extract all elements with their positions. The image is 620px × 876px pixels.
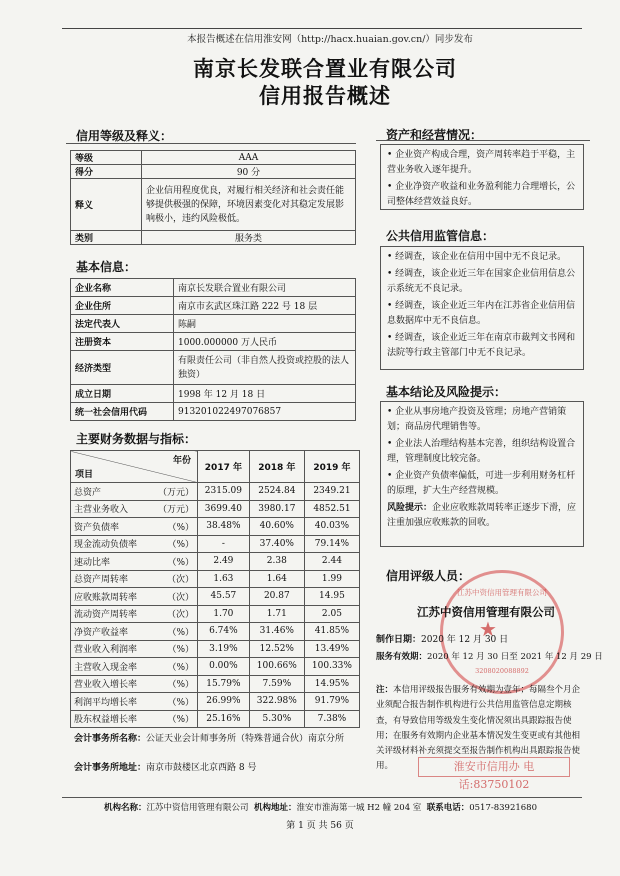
finance-row <box>71 500 360 518</box>
company-name-label: 企业名称 <box>71 279 174 297</box>
finance-item-cell <box>71 640 198 658</box>
conclusion-item: • 企业法人治理结构基本完善，组织结构设置合理，管理制度比较完备。 <box>387 439 576 464</box>
year-2017: 2017 年 <box>198 451 250 483</box>
finance-item-cell <box>71 588 198 606</box>
grade-value: AAA <box>142 151 356 165</box>
year-label: 年份 <box>172 456 191 466</box>
firm-label: 会计事务所名称： <box>74 734 147 744</box>
assets-heading: 资产和经营情况： <box>386 128 483 142</box>
finance-value: 3.19% <box>198 640 250 658</box>
year-2019: 2019 年 <box>304 451 359 483</box>
finance-item-cell <box>71 623 198 641</box>
finance-value: 3699.40 <box>198 500 250 518</box>
finance-item: 股东权益增长率 <box>74 715 138 726</box>
finance-value: 1.63 <box>198 570 250 588</box>
meaning-value: 企业信用程度优良，对履行相关经济和社会责任能够提供极强的保障，环境因素变化对其稳定发展影响极小，违约风险极低。 <box>142 179 356 231</box>
finance-item-cell <box>71 483 198 501</box>
seal-text: 江苏中资信用管理有限公司 <box>457 588 547 597</box>
supervision-item: • 经调查，该企业近三年在国家企业信用信息公示系统无不良记录。 <box>387 269 576 294</box>
finance-unit: （%） <box>167 662 194 673</box>
footer-phone-value: 0517-83921680 <box>469 803 538 813</box>
finance-value: 7.59% <box>249 675 304 693</box>
basic-row <box>71 351 356 385</box>
finance-value: 2.49 <box>198 553 250 571</box>
finance-value: 26.99% <box>198 693 250 711</box>
finance-unit: （次） <box>166 575 194 586</box>
note-text: 本信用评级报告服务有效期为壹年；每隔叁个月企业须配合报告制作机构进行公共信用监管信息定期核查，有导致信用等级发生变化情况须出具跟踪报告使用；在服务有效期内企业基本情况发生变更或有其他相关评级材料补充须提交至报告制作机构出具跟踪报告使用。 <box>376 685 581 772</box>
finance-row <box>71 710 360 728</box>
footer-org-label: 机构名称： <box>104 803 147 813</box>
finance-value: 15.79% <box>198 675 250 693</box>
top-rule <box>62 28 582 29</box>
grade-rule <box>66 143 356 144</box>
finance-header-row <box>71 451 360 483</box>
finance-item-cell <box>71 518 198 536</box>
finance-item-cell <box>71 710 198 728</box>
finance-value: 100.66% <box>249 658 304 676</box>
legal-rep-label: 法定代表人 <box>71 315 174 333</box>
meaning-row <box>71 179 356 231</box>
page-number: 第 1 页 共 56 页 <box>286 821 354 831</box>
category-row <box>71 231 356 245</box>
finance-row <box>71 553 360 571</box>
finance-item: 主营业务收入 <box>74 505 129 516</box>
address-value: 南京市玄武区珠江路 222 号 18 层 <box>174 297 356 315</box>
finance-value: 0.00% <box>198 658 250 676</box>
finance-value: 41.85% <box>304 623 359 641</box>
finance-unit: （%） <box>167 557 194 568</box>
basic-row <box>71 315 356 333</box>
conclusion-item: • 企业从事房地产投资及管理；房地产营销策划；商品房代理销售等。 <box>387 407 567 432</box>
finance-value: 14.95% <box>304 675 359 693</box>
basic-row <box>71 403 356 421</box>
finance-item: 流动资产周转率 <box>74 610 138 621</box>
finance-value: 2315.09 <box>198 483 250 501</box>
basic-row <box>71 279 356 297</box>
grade-heading: 信用等级及释义： <box>76 129 173 143</box>
finance-unit: （次） <box>166 610 194 621</box>
finance-row <box>71 570 360 588</box>
capital-value: 1000.000000 万人民币 <box>174 333 356 351</box>
finance-value: 38.48% <box>198 518 250 536</box>
finance-item: 应收账款周转率 <box>74 592 138 603</box>
finance-row <box>71 658 360 676</box>
basic-row <box>71 297 356 315</box>
founded-value: 1998 年 12 月 18 日 <box>174 385 356 403</box>
address-label-2: 会计事务所地址： <box>74 763 147 773</box>
seal-code: 3208020088892 <box>475 667 529 675</box>
finance-item-cell <box>71 500 198 518</box>
finance-item-cell <box>71 675 198 693</box>
finance-body <box>71 483 360 728</box>
company-name-value: 南京长发联合置业有限公司 <box>174 279 356 297</box>
finance-value: 1.71 <box>249 605 304 623</box>
grade-row <box>71 151 356 165</box>
finance-value: 25.16% <box>198 710 250 728</box>
grade-label: 等级 <box>71 151 142 165</box>
finance-value: 2524.84 <box>249 483 304 501</box>
basic-heading: 基本信息： <box>76 260 137 274</box>
finance-unit: （万元） <box>157 487 194 498</box>
founded-label: 成立日期 <box>71 385 174 403</box>
finance-value: 4852.51 <box>304 500 359 518</box>
finance-value: 322.98% <box>249 693 304 711</box>
seal-star-icon: ★ <box>479 617 497 641</box>
finance-value: 1.64 <box>249 570 304 588</box>
title-line-1: 南京长发联合置业有限公司 <box>193 57 457 81</box>
footer-addr-label: 机构地址： <box>253 803 297 813</box>
finance-row <box>71 605 360 623</box>
econ-type-value: 有限责任公司（非自然人投资或控股的法人独资） <box>174 351 356 385</box>
basic-table <box>70 278 356 421</box>
report-title <box>60 56 590 110</box>
grade-table <box>70 150 356 245</box>
made-label: 制作日期： <box>376 635 422 645</box>
risk-label: 风险提示： <box>387 503 433 513</box>
finance-value: 5.30% <box>249 710 304 728</box>
title-line-2: 信用报告概述 <box>259 84 391 108</box>
finance-item: 资产负债率 <box>74 522 120 533</box>
finance-item-cell <box>71 570 198 588</box>
credit-code-value: 91320102249707​6857 <box>174 403 356 421</box>
valid-label: 服务有效期： <box>376 652 428 662</box>
finance-unit: （%） <box>167 697 194 708</box>
basic-row <box>71 385 356 403</box>
finance-value: - <box>198 535 250 553</box>
valid-period <box>376 650 606 666</box>
finance-value: 2.05 <box>304 605 359 623</box>
finance-value: 37.40% <box>249 535 304 553</box>
finance-table <box>70 450 360 728</box>
category-value: 服务类 <box>142 231 356 245</box>
finance-value: 13.49% <box>304 640 359 658</box>
risk-paragraph <box>387 501 577 531</box>
made-value: 2020 年 12 月 30 日 <box>421 635 509 645</box>
assets-item: • 企业净资产收益和业务盈利能力合理增长，公司整体经营效益良好。 <box>387 182 576 207</box>
finance-value: 45.57 <box>198 588 250 606</box>
supervision-item: • 经调查，该企业近三年内在江苏省企业信用信息数据库中无不良信息。 <box>387 301 576 326</box>
assets-item: • 企业资产构成合理，资产周转率趋于平稳，主营业务收入逐年提升。 <box>387 150 576 175</box>
footer-info <box>104 801 584 813</box>
footer-phone-label: 联系电话： <box>426 803 470 813</box>
address-label: 企业住所 <box>71 297 174 315</box>
accounting-firm <box>74 732 364 748</box>
finance-row <box>71 518 360 536</box>
finance-unit: （%） <box>167 522 194 533</box>
valid-value: 2020 年 12 月 30 日至 2021 年 12 月 29 日 <box>427 652 603 662</box>
finance-value: 14.95 <box>304 588 359 606</box>
finance-item: 主营收入现金率 <box>74 662 138 673</box>
firm-value: 公证天业会计师事务所（特殊普通合伙）南京分所 <box>146 734 345 744</box>
finance-value: 12.52% <box>249 640 304 658</box>
top-notice: 本报告概述在信用淮安网（http://hacx.huaian.gov.cn/）同步发布 <box>187 34 473 45</box>
finance-item: 速动比率 <box>74 557 111 568</box>
accounting-address <box>74 761 364 777</box>
finance-heading: 主要财务数据与指标： <box>76 432 197 446</box>
capital-label: 注册资本 <box>71 333 174 351</box>
finance-corner-cell <box>71 451 198 483</box>
conclusion-item: • 企业资产负债率偏低，可进一步利用财务杠杆的原理，扩大生产经营规模。 <box>387 471 576 496</box>
finance-row <box>71 640 360 658</box>
finance-value: 100.33% <box>304 658 359 676</box>
risk-text: 企业应收账款周转率正逐步下滑，应注重加强应收账款的回收。 <box>387 503 577 528</box>
finance-value: 79.14% <box>304 535 359 553</box>
credit-office-stamp: 淮安市信用办 电话:83750102 <box>418 757 570 777</box>
rating-heading: 信用评级人员： <box>386 569 471 583</box>
econ-type-label: 经济类型 <box>71 351 174 385</box>
finance-item-cell <box>71 553 198 571</box>
rating-org: 江苏中资信用管理有限公司 <box>417 605 555 619</box>
finance-value: 1.70 <box>198 605 250 623</box>
finance-item-cell <box>71 658 198 676</box>
finance-item-cell <box>71 693 198 711</box>
score-row <box>71 165 356 179</box>
conclusion-heading: 基本结论及风险提示： <box>386 385 507 399</box>
finance-unit: （%） <box>167 540 194 551</box>
finance-row <box>71 535 360 553</box>
finance-value: 20.87 <box>249 588 304 606</box>
finance-value: 2349.21 <box>304 483 359 501</box>
assets-box <box>380 144 584 210</box>
finance-unit: （%） <box>167 680 194 691</box>
basic-row <box>71 333 356 351</box>
finance-value: 40.60% <box>249 518 304 536</box>
finance-value: 1.99 <box>304 570 359 588</box>
note-label: 注： <box>376 685 394 695</box>
year-2018: 2018 年 <box>249 451 304 483</box>
finance-value: 2.44 <box>304 553 359 571</box>
item-label: 项目 <box>75 470 94 480</box>
score-value: 90 分 <box>142 165 356 179</box>
finance-item: 总资产 <box>74 487 102 498</box>
supervision-item: • 经调查，该企业在信用中国中无不良记录。 <box>387 252 567 262</box>
finance-value: 6.74% <box>198 623 250 641</box>
finance-value: 40.03% <box>304 518 359 536</box>
credit-code-label: 统一社会信用代码 <box>71 403 174 421</box>
finance-value: 31.46% <box>249 623 304 641</box>
footer-rule <box>62 797 582 798</box>
finance-value: 3980.17 <box>249 500 304 518</box>
conclusion-box <box>380 401 584 547</box>
score-label: 得分 <box>71 165 142 179</box>
finance-item-cell <box>71 605 198 623</box>
finance-unit: （%） <box>167 627 194 638</box>
finance-unit: （%） <box>167 715 194 726</box>
finance-item: 营业收入利润率 <box>74 645 138 656</box>
category-label: 类别 <box>71 231 142 245</box>
finance-row <box>71 483 360 501</box>
assets-rule <box>376 140 590 141</box>
finance-item-cell <box>71 535 198 553</box>
supervision-item: • 经调查，该企业近三年在南京市裁判文书网和法院等行政主管部门中无不良记录。 <box>387 333 576 358</box>
finance-value: 7.38% <box>304 710 359 728</box>
finance-unit: （%） <box>167 645 194 656</box>
meaning-label: 释义 <box>71 179 142 231</box>
finance-item: 总资产周转率 <box>74 575 129 586</box>
finance-item: 利润平均增长率 <box>74 697 138 708</box>
finance-item: 净资产收益率 <box>74 627 129 638</box>
footer-org-value: 江苏中资信用管理有限公司 <box>146 803 249 813</box>
footer-addr-value: 淮安市淮海第一城 H2 幢 204 室 <box>296 803 422 813</box>
finance-row <box>71 675 360 693</box>
company-seal <box>440 570 564 694</box>
finance-value: 91.79% <box>304 693 359 711</box>
address-value-2: 南京市鼓楼区北京西路 8 号 <box>146 763 257 773</box>
made-date <box>376 633 596 649</box>
finance-row <box>71 588 360 606</box>
finance-value: 2.38 <box>249 553 304 571</box>
supervision-heading: 公共信用监管信息： <box>386 229 495 243</box>
legal-rep-value: 陈嗣 <box>174 315 356 333</box>
finance-item: 营业收入增长率 <box>74 680 138 691</box>
finance-row <box>71 623 360 641</box>
finance-item: 现金流动负债率 <box>74 540 138 551</box>
finance-unit: （万元） <box>157 505 194 516</box>
finance-unit: （次） <box>166 592 194 603</box>
supervision-box <box>380 246 584 370</box>
finance-row <box>71 693 360 711</box>
